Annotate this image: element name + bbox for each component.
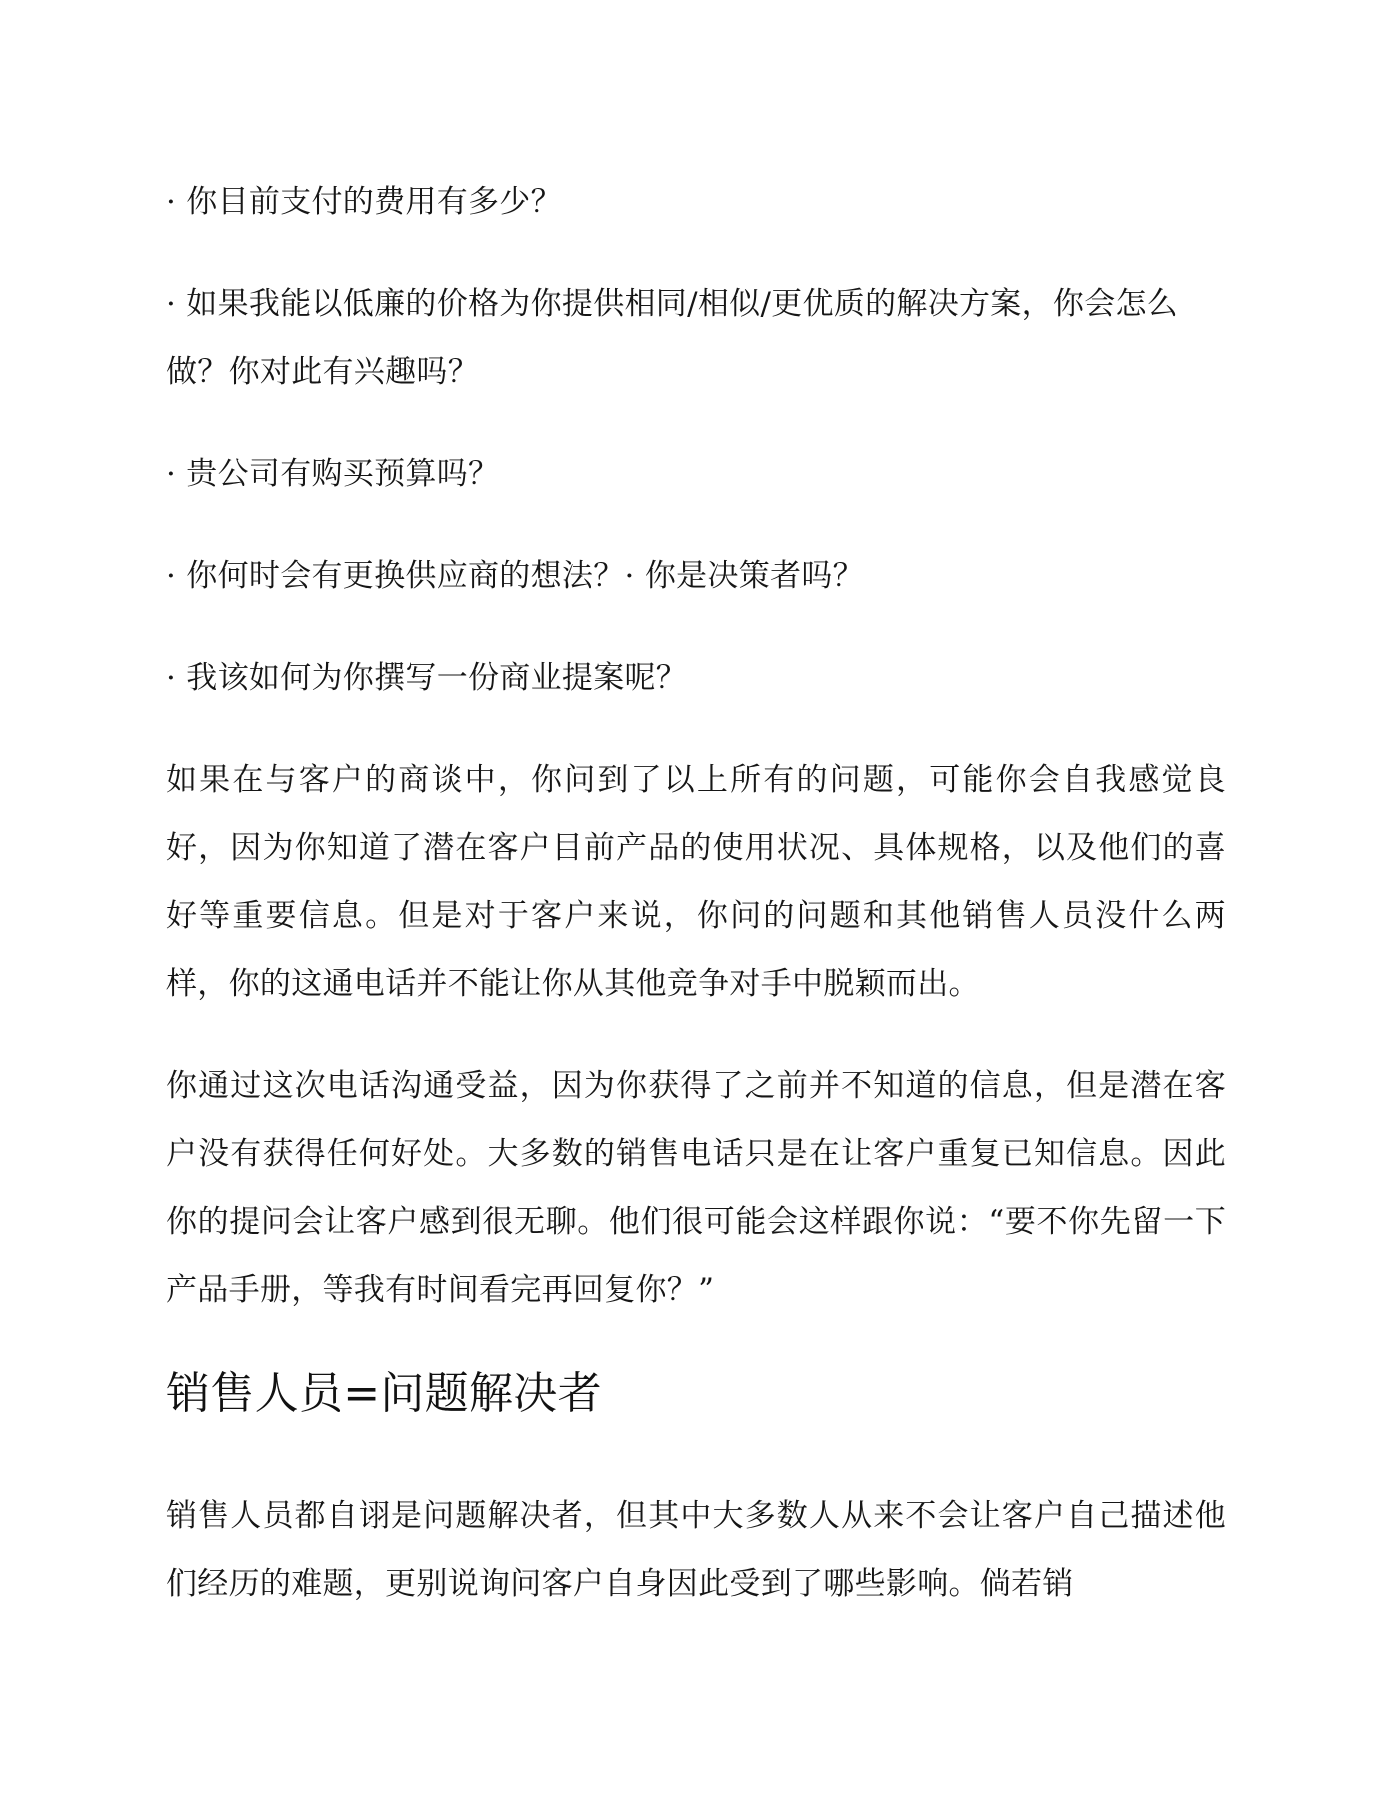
section-paragraph: 销售人员都自诩是问题解决者，但其中大多数人从来不会让客户自己描述他们经历的难题，更别说询问客户自身因此受到了哪些影响。倘若销 [166, 1498, 1226, 1602]
bullet-item: · 如果我能以低廉的价格为你提供相同/相似/更优质的解决方案，你会怎么做？你对此有兴趣吗？ [166, 286, 1179, 390]
body-paragraph: 你通过这次电话沟通受益，因为你获得了之前并不知道的信息，但是潜在客户没有获得任何好处。大多数的销售电话只是在让客户重复已知信息。因此你的提问会让客户感到很无聊。他们很可能会这样跟你说：“要不你先留一下产品手册，等我有时间看完再回复你？” [166, 1068, 1226, 1308]
bullet-item: · 我该如何为你撰写一份商业提案呢？ [166, 660, 688, 696]
section-heading: 销售人员=问题解决者 [166, 1368, 602, 1419]
body-paragraph: 如果在与客户的商谈中，你问到了以上所有的问题，可能你会自我感觉良好，因为你知道了潜在客户目前产品的使用状况、具体规格，以及他们的喜好等重要信息。但是对于客户来说，你问的问题和其他销售人员没什么两样，你的这通电话并不能让你从其他竞争对手中脱颖而出。 [166, 762, 1226, 1002]
document-body [166, 168, 1226, 1652]
bullet-item: · 你何时会有更换供应商的想法？· 你是决策者吗？ [166, 558, 864, 594]
bullet-item: · 你目前支付的费用有多少？ [166, 184, 562, 220]
bullet-item: · 贵公司有购买预算吗？ [166, 456, 500, 492]
